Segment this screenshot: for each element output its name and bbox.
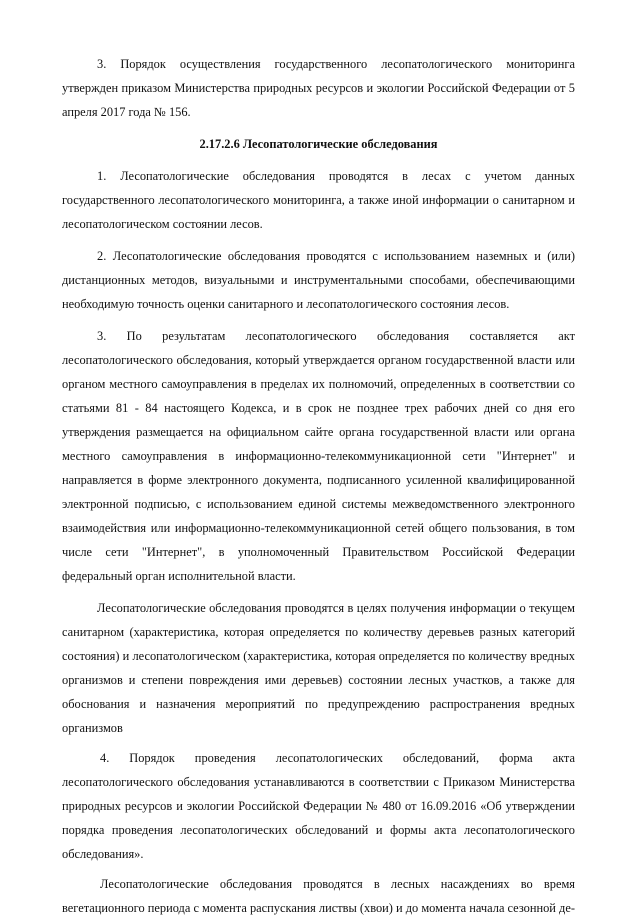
paragraph-item-4: 4. Порядок проведения лесопатологических обследований, форма акта лесопатологического обследования устанавливаются в соответствии с Приказом Министерства природных ресурсов и экологии Российской Федерации № 480 от 16.09.2016 «Об утверждении порядка проведения лесопатологических обследований и формы акта лесопатологического обследования». <box>62 751 575 861</box>
paragraph-purpose: Лесопатологические обследования проводятся в целях получения информации о текущем санитарном (характеристика, которая определяется по количеству деревьев разных категорий состояния) и лесопатологическом (характеристика, которая определяется по количеству вредных организмов и степени повреждения ими деревьев) состоянии лесных участков, а также для обоснования и назначения мероприятий по предупреждению распространения вредных организмов <box>62 601 575 735</box>
paragraph-timing: Лесопатологические обследования проводятся в лесных насаждениях во время вегетационного периода с момента распускания листвы (хвои) и до момента начала сезонной де- <box>62 877 575 915</box>
paragraph-monitoring-order: 3. Порядок осуществления государственного лесопатологического мониторинга утвержден приказом Министерства природных ресурсов и экологии Российской Федерации от 5 апреля 2017 года № 156. <box>62 57 575 119</box>
section-heading: 2.17.2.6 Лесопатологические обследования <box>199 137 438 151</box>
paragraph-item-3: 3. По результатам лесопатологического обследования составляется акт лесопатологического обследования, который утверждается органом государственной власти или органом местного самоуправления в пределах их полномочий, определенных в соответствии со статьями 81 - 84 настоящего Кодекса, и в срок не позднее трех рабочих дней со дня его утверждения размещается на официальном сайте органа государственной власти или органа местного самоуправления в информационно-телекоммуникационной сети "Интернет" и направляется в форме электронного документа, подписанного усиленной квалифицированной электронной подписью, с использованием единой системы межведомственного электронного взаимодействия или информационно-телекоммуникационной сетей общего пользования, в том числе сети "Интернет", в уполномоченный Правительством Российской Федерации федеральный орган исполнительной власти. <box>62 329 575 583</box>
paragraph-item-2: 2. Лесопатологические обследования проводятся с использованием наземных и (или) дистанционных методов, визуальными и инструментальными способами, обеспечивающими необходимую точность оценки санитарного и лесопатологического состояния лесов. <box>62 249 575 311</box>
paragraph-item-1: 1. Лесопатологические обследования проводятся в лесах с учетом данных государственного лесопатологического мониторинга, а также иной информации о санитарном и лесопатологическом состоянии лесов. <box>62 169 575 231</box>
